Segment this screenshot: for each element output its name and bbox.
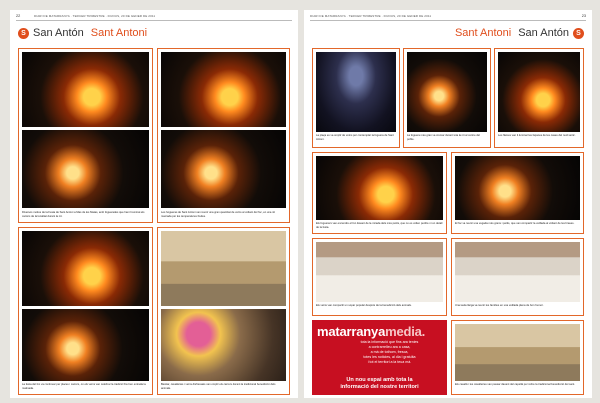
ad-line: i tot el territori a la teua mà. <box>367 360 412 364</box>
photo-costumes <box>161 309 286 381</box>
caption-2: Les hogueras de Sant Antoni van reunir una gran quantitat de veïns al voltant del foc, en una nit marcada per les temperatures fredes. <box>161 211 275 218</box>
photo-bonfire-church <box>161 52 286 127</box>
photo-horse-blessing <box>455 324 580 381</box>
photo-large-fire <box>22 309 149 381</box>
photo-square-crowd <box>316 52 396 132</box>
photo-bonfire-crowd <box>22 130 149 208</box>
caption-4: Bestiar, cavalleries i veïns disfressats van omplir els carrers durant la tradicional benedicció dels animals. <box>161 383 276 390</box>
ad-line: a mà de tothom, fresca, <box>370 350 409 354</box>
section-title <box>18 26 147 40</box>
caption-r6: Els veïns van compartir un sopar popular després de la benedicció dels animals. <box>316 304 412 307</box>
ad-line: totes les noticies, al dia i gratuïta <box>363 355 416 359</box>
photo-lighting-fire <box>316 156 443 220</box>
photo-block-r7 <box>451 238 584 316</box>
photo-bonfire-people <box>161 130 286 208</box>
caption-r3: Les flames van il·luminar les façanes de les cases del nucli antic. <box>498 134 576 137</box>
ad-body <box>340 340 439 365</box>
caption-r5: El foc va reunir una vegada més grans i petits, que van compartir la vetllada al voltant de les brases. <box>455 222 575 225</box>
photo-animals-street <box>161 231 286 306</box>
photo-big-bonfire <box>407 52 487 132</box>
caption-3: La festa del foc va continuar per places i carrers, on els veïns van celebrar la tradició fins ben entrada la matinada. <box>22 383 146 390</box>
ad-brand-main: matarranya <box>317 324 386 339</box>
photo-block-4 <box>157 227 290 395</box>
page-number: 22 <box>16 14 21 18</box>
page-number: 23 <box>581 14 586 18</box>
photo-flames-facade <box>498 52 580 132</box>
photo-block-r4 <box>312 152 447 234</box>
ad-line: tota la informació que fins ara tenies <box>360 340 419 344</box>
photo-bonfire-street <box>22 52 149 127</box>
section-badge-icon: S <box>573 28 584 39</box>
caption-1: Diversos motius de la Festa de Sant Antoni a Mas de les Matas, amb foguerades que han il·luminat els carrers de la localitat durant la nit. <box>22 211 145 218</box>
photo-block-r5 <box>451 152 584 234</box>
photo-block-r3 <box>494 48 584 148</box>
caption-r8: Els cavalls i les cavalleries van passar davant del capellà per rebre la tradicional benedicció del sant. <box>455 383 575 386</box>
photo-long-table <box>455 242 580 302</box>
right-page <box>304 10 592 398</box>
title-spanish: San Antón <box>33 27 84 39</box>
page-header <box>16 13 292 21</box>
ad-brand-accent: media. <box>385 324 426 339</box>
photo-embers-square <box>22 231 149 306</box>
caption-r7: Una taula llarga va reunir les famílies en una vetllada plena de bon humor. <box>455 304 544 307</box>
photo-block-1 <box>18 48 153 223</box>
folio-text: DIARI DE MATARRANYA · TERCER TRIMESTRE · DIJOUS, 20 DE GENER DE 2011 <box>34 14 156 18</box>
caption-r4: Els foguerers van encendre el foc davant de la mirada dels més petits, que no es volien perdre ni un detall de la festa. <box>316 222 443 229</box>
page-header <box>310 13 586 21</box>
ad-line: a contrarrelleu ara a casa, <box>368 345 411 349</box>
ad-slogan <box>316 377 443 391</box>
photo-block-r8 <box>451 320 584 395</box>
photo-block-r1 <box>312 48 400 148</box>
photo-embers-night <box>455 156 580 220</box>
ad-logo <box>317 323 442 337</box>
ad-slogan-line: informació del nostre territori <box>340 384 419 390</box>
photo-block-3 <box>18 227 153 395</box>
photo-block-r6 <box>312 238 447 316</box>
title-catalan: Sant Antoni <box>90 27 148 39</box>
photo-block-r2 <box>403 48 491 148</box>
caption-r2: La foguera més gran va cremar durant tota la nit al centre del poble. <box>407 134 480 141</box>
ad-slogan-line: Un nou espai amb tota la <box>346 377 413 383</box>
left-page <box>10 10 298 398</box>
section-title <box>455 26 584 40</box>
section-badge-icon: S <box>18 28 29 39</box>
title-catalan: Sant Antoni <box>454 27 512 39</box>
title-spanish: San Antón <box>518 27 569 39</box>
photo-dinner-hall <box>316 242 443 302</box>
folio-text: DIARI DE MATARRANYA · TERCER TRIMESTRE · DIJOUS, 20 DE GENER DE 2011 <box>310 14 432 18</box>
caption-r1: La plaça es va omplir de veïns per contemplar la foguera de Sant Antoni. <box>316 134 394 141</box>
photo-block-2 <box>157 48 290 223</box>
matarranya-media-ad[interactable] <box>312 320 447 395</box>
